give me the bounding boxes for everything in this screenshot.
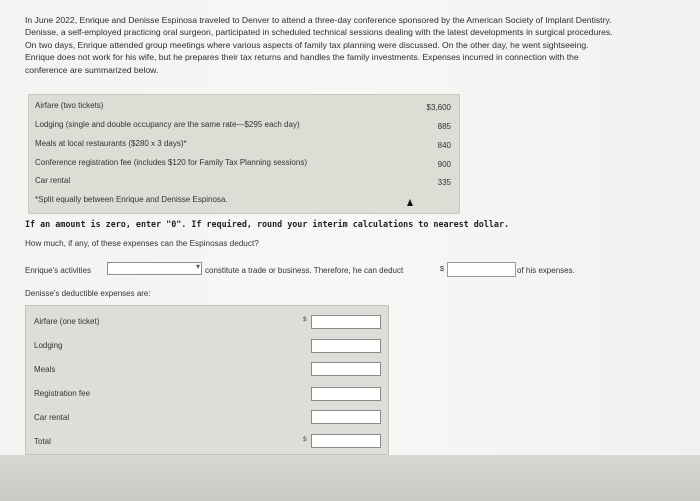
expense-amount: $3,600 [426, 103, 451, 112]
deduction-label: Car rental [34, 413, 70, 422]
expense-label: Meals at local restaurants ($280 x 3 days)* [35, 139, 187, 148]
expense-label: Lodging (single and double occupancy are the same rate—$295 each day) [35, 120, 300, 129]
expense-row [35, 99, 453, 115]
expense-row [35, 118, 453, 134]
enrique-prefix: Enrique's activities [25, 266, 91, 275]
expense-amount: 885 [437, 122, 451, 131]
footer-band [0, 455, 700, 501]
expense-label: Airfare (two tickets) [35, 101, 104, 110]
dollar-sign: $ [303, 436, 307, 443]
expense-label: Conference registration fee (includes $120 for Family Tax Planning sessions) [35, 158, 307, 167]
denisse-deductions-table [25, 305, 389, 455]
car-rental-input[interactable] [311, 410, 381, 424]
deduction-label: Airfare (one ticket) [34, 317, 100, 326]
meals-input[interactable] [311, 362, 381, 376]
mouse-cursor-icon [407, 199, 413, 206]
denisse-label: Denisse's deductible expenses are: [25, 289, 151, 298]
expense-row [35, 174, 453, 190]
total-input[interactable] [311, 434, 381, 448]
expense-row [35, 156, 453, 172]
airfare-input[interactable] [311, 315, 381, 329]
deduction-label: Registration fee [34, 389, 91, 398]
lodging-input[interactable] [311, 339, 381, 353]
problem-intro: In June 2022, Enrique and Denisse Espinosa traveled to Denver to attend a three-day conference sponsored by the American Society of Implant Dentistry. Denisse, a self-employed practicing oral surgeon, participated in scheduled technical sessions dealing with the latest developments in surgical procedures. On two days, Enrique attended group meetings where various aspects of family tax planning were discussed. On the other day, he went sightseeing. Enrique does not work for his wife, but he prepares their tax returns and handles the family investments. Expenses incurred in connection with the conference are summarized below. [25, 15, 613, 75]
expenses-table [28, 94, 460, 214]
expense-label: Car rental [35, 176, 71, 185]
chevron-down-icon[interactable]: ▾ [196, 262, 201, 271]
enrique-dollar: $ [440, 266, 444, 273]
registration-input[interactable] [311, 387, 381, 401]
expense-amount: 900 [437, 160, 451, 169]
deduction-label: Meals [34, 365, 56, 374]
deduction-label: Total [34, 437, 51, 446]
expense-amount: 335 [437, 178, 451, 187]
enrique-suffix: of his expenses. [517, 266, 575, 275]
enrique-middle: constitute a trade or business. Therefore, he can deduct [205, 266, 404, 275]
expense-note: *Split equally between Enrique and Denisse Espinosa. [35, 195, 228, 204]
instruction-text: If an amount is zero, enter "0". If required, round your interim calculations to nearest dollar. [25, 219, 510, 229]
dollar-sign: $ [303, 316, 307, 323]
question-text: How much, if any, of these expenses can the Espinosas deduct? [25, 239, 259, 248]
expense-amount: 840 [437, 141, 451, 150]
deduction-label: Lodging [34, 341, 63, 350]
activities-select[interactable] [107, 262, 202, 275]
enrique-deduct-input[interactable] [447, 262, 516, 277]
expense-row [35, 137, 453, 153]
